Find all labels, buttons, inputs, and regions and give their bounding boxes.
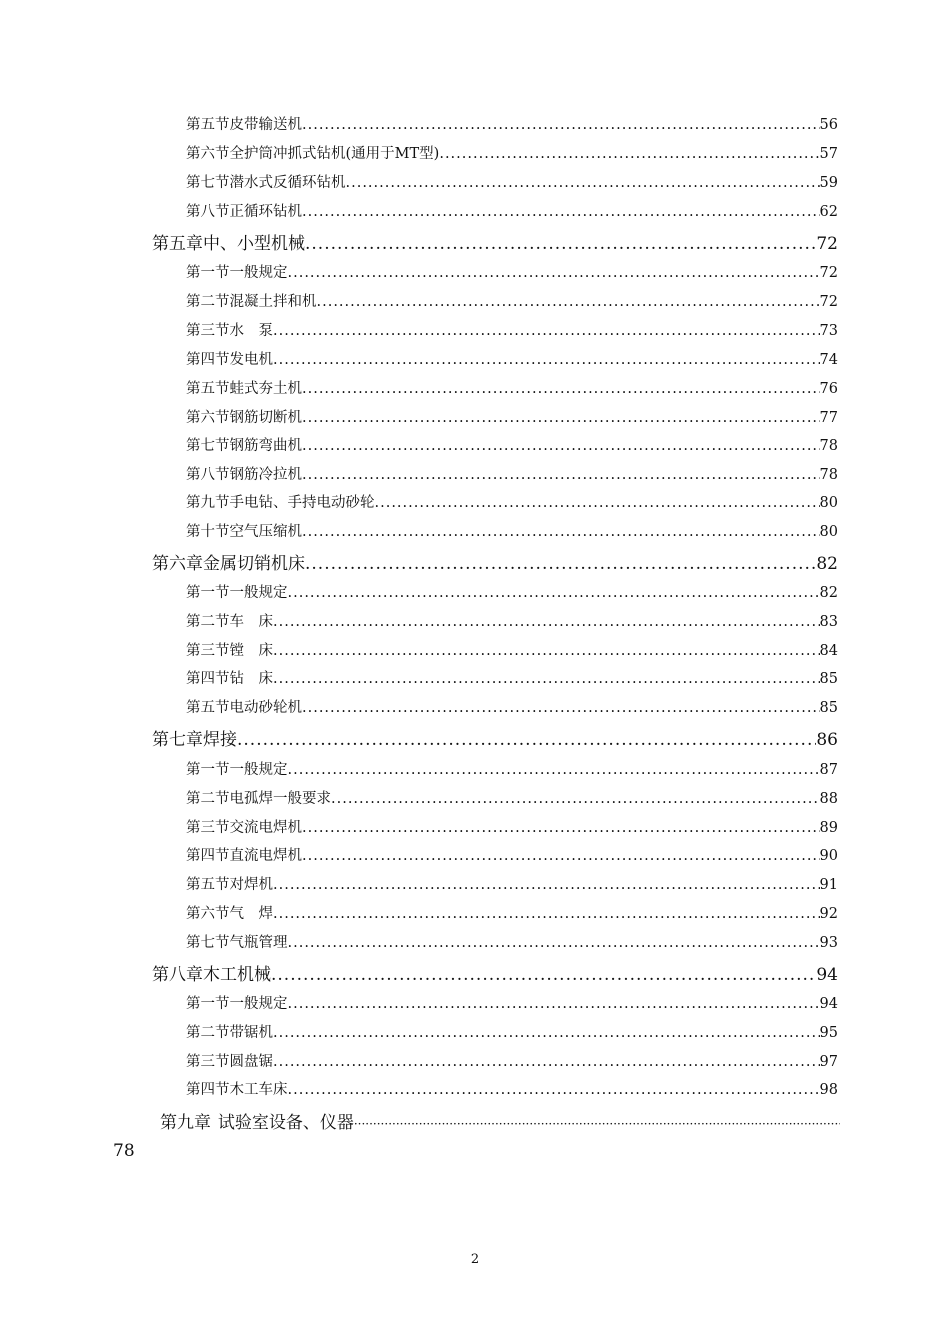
toc-entry-number: 第一节 — [186, 996, 230, 1012]
toc-entry-page: 56 — [819, 117, 838, 133]
toc-section-entry — [186, 816, 838, 838]
toc-leader-dots — [273, 1054, 820, 1070]
toc-leader-dots — [439, 146, 819, 162]
toc-leader-dots — [288, 996, 820, 1012]
toc-section-entry — [186, 520, 838, 542]
toc-section-entry — [186, 667, 838, 689]
toc-entry-title: 钢筋弯曲机 — [229, 438, 302, 454]
toc-entry-title: 电孤焊一般要求 — [229, 791, 331, 807]
toc-entry-page: 90 — [819, 848, 838, 864]
toc-section-entry — [186, 463, 838, 485]
toc-entry-number: 第三节 — [186, 643, 230, 659]
toc-entry-number: 第六节 — [186, 146, 230, 162]
toc-section-entry — [186, 931, 838, 953]
toc-leader-dots — [288, 935, 820, 951]
toc-entry-number: 第五节 — [186, 700, 230, 716]
toc-section-entry — [186, 1050, 838, 1072]
toc-entry-number: 第一节 — [186, 585, 230, 601]
toc-leader-dots — [302, 467, 820, 483]
toc-leader-dots — [346, 175, 820, 191]
toc-entry-number: 第一节 — [186, 762, 230, 778]
toc-entry-title: 气瓶管理 — [229, 935, 288, 951]
toc-section-entry — [186, 200, 838, 222]
toc-entry-number: 第十节 — [186, 524, 230, 540]
toc-entry-title: 焊接 — [203, 730, 237, 750]
toc-section-entry — [186, 142, 838, 164]
toc-section-entry — [186, 261, 838, 283]
toc-entry-page: 91 — [819, 877, 838, 893]
toc-entry-page: 84 — [819, 643, 838, 659]
toc-entry-title: 电动砂轮机 — [229, 700, 302, 716]
toc-entry-number: 第五节 — [186, 117, 230, 133]
toc-entry-page: 73 — [819, 323, 838, 339]
toc-entry-title: 水 泵 — [229, 323, 273, 339]
toc-entry-title: 钢筋冷拉机 — [229, 467, 302, 483]
toc-entry-page: 86 — [816, 730, 838, 750]
toc-entry-number: 第五节 — [186, 877, 230, 893]
toc-entry-number: 第七章 — [152, 730, 203, 750]
toc-entry-number: 第四节 — [186, 1082, 230, 1098]
toc-entry-page: 80 — [819, 495, 838, 511]
toc-entry-title: 一般规定 — [229, 585, 288, 601]
toc-entry-title: 镗 床 — [229, 643, 273, 659]
toc-section-entry — [186, 610, 838, 632]
toc-section-entry — [186, 873, 838, 895]
toc-entry-title: 带锯机 — [229, 1025, 273, 1041]
toc-leader-dots — [273, 906, 820, 922]
toc-entry-number: 第八节 — [186, 467, 230, 483]
toc-section-entry — [186, 348, 838, 370]
toc-entry-page: 83 — [819, 614, 838, 630]
toc-entry-number: 第一节 — [186, 265, 230, 281]
toc-entry-number: 第五章 — [152, 234, 203, 254]
toc-section-entry — [186, 787, 838, 809]
toc-entry-number: 第六章 — [152, 554, 203, 574]
toc-section-entry — [186, 902, 838, 924]
toc-entry-page: 93 — [819, 935, 838, 951]
toc-entry-title: 一般规定 — [229, 762, 288, 778]
toc-leader-dots — [288, 762, 820, 778]
toc-leader-dots — [302, 700, 820, 716]
toc-leader-dots — [305, 554, 816, 574]
toc-entry-page-wrapped: 78 — [113, 1141, 135, 1161]
toc-entry-number: 第九章 — [160, 1113, 211, 1133]
toc-entry-title: 皮带输送机 — [229, 117, 302, 133]
toc-section-entry — [186, 434, 838, 456]
toc-section-entry — [186, 639, 838, 661]
toc-entry-number: 第八节 — [186, 204, 230, 220]
toc-leader-dots — [317, 294, 820, 310]
toc-entry-number: 第六节 — [186, 906, 230, 922]
toc-entry-number: 第二节 — [186, 294, 230, 310]
toc-leader-dots — [302, 848, 820, 864]
toc-leader-dots — [273, 323, 820, 339]
toc-entry-number: 第四节 — [186, 848, 230, 864]
toc-entry-page: 85 — [819, 700, 838, 716]
toc-entry-title: 中、小型机械 — [203, 234, 305, 254]
toc-section-entry — [186, 696, 838, 718]
toc-leader-dots — [273, 643, 820, 659]
toc-entry-title: 木工机械 — [203, 965, 271, 985]
toc-entry-page: 97 — [819, 1054, 838, 1070]
toc-entry-page: 62 — [819, 204, 838, 220]
toc-entry-title: 发电机 — [229, 352, 273, 368]
toc-entry-page: 80 — [819, 524, 838, 540]
toc-entry-page: 94 — [819, 996, 838, 1012]
toc-entry-title: 对焊机 — [229, 877, 273, 893]
toc-leader-dots — [354, 1117, 840, 1131]
toc-entry-page: 89 — [819, 820, 838, 836]
toc-section-entry — [186, 992, 838, 1014]
toc-entry-number: 第二节 — [186, 614, 230, 630]
toc-leader-dots — [273, 671, 820, 687]
toc-entry-title: 试验室设备、仪器 — [217, 1113, 354, 1133]
toc-entry-title: 混凝土拌和机 — [229, 294, 317, 310]
toc-entry-number: 第三节 — [186, 1054, 230, 1070]
toc-entry-title: 蛙式夯土机 — [229, 381, 302, 397]
toc-entry-page: 87 — [819, 762, 838, 778]
toc-section-entry — [186, 1078, 838, 1100]
toc-leader-dots — [273, 877, 820, 893]
toc-entry-number: 第九节 — [186, 495, 230, 511]
toc-leader-dots — [302, 438, 820, 454]
toc-leader-dots — [288, 265, 820, 281]
toc-section-entry — [186, 406, 838, 428]
toc-section-entry — [186, 290, 838, 312]
toc-entry-title: 空气压缩机 — [229, 524, 302, 540]
toc-entry-page: 74 — [819, 352, 838, 368]
toc-leader-dots — [302, 117, 820, 133]
toc-leader-dots — [302, 524, 820, 540]
toc-entry-title: 一般规定 — [229, 265, 288, 281]
toc-section-entry — [186, 377, 838, 399]
toc-leader-dots — [302, 410, 820, 426]
toc-entry-title: 正循环钻机 — [229, 204, 302, 220]
toc-leader-dots — [305, 234, 816, 254]
toc-entry-number: 第四节 — [186, 671, 230, 687]
toc-entry-page: 72 — [816, 234, 838, 254]
toc-entry-page: 76 — [819, 381, 838, 397]
toc-leader-dots — [273, 614, 820, 630]
toc-entry-chapter-9 — [160, 1108, 840, 1133]
toc-entry-page: 95 — [819, 1025, 838, 1041]
toc-entry-page: 78 — [819, 467, 838, 483]
toc-entry-title: 气 焊 — [229, 906, 273, 922]
toc-chapter-entry — [152, 549, 838, 575]
toc-entry-number: 第四节 — [186, 352, 230, 368]
toc-entry-number: 第五节 — [186, 381, 230, 397]
toc-entry-page: 98 — [819, 1082, 838, 1098]
toc-entry-title: 钻 床 — [229, 671, 273, 687]
toc-entry-number: 第三节 — [186, 820, 230, 836]
toc-section-entry — [186, 758, 838, 780]
toc-section-entry — [186, 319, 838, 341]
toc-entry-page: 72 — [819, 265, 838, 281]
toc-section-entry — [186, 844, 838, 866]
toc-leader-dots — [273, 1025, 820, 1041]
toc-entry-title: 金属切销机床 — [203, 554, 305, 574]
toc-chapter-entry — [152, 229, 838, 255]
toc-section-entry — [186, 171, 838, 193]
toc-entry-title: 圆盘锯 — [229, 1054, 273, 1070]
toc-section-entry — [186, 491, 838, 513]
toc-entry-title: 一般规定 — [229, 996, 288, 1012]
toc-entry-page: 85 — [819, 671, 838, 687]
toc-entry-page: 59 — [819, 175, 838, 191]
toc-entry-number: 第六节 — [186, 410, 230, 426]
toc-entry-number: 第七节 — [186, 935, 230, 951]
toc-entry-page: 94 — [816, 965, 838, 985]
toc-leader-dots — [302, 381, 820, 397]
toc-entry-number: 第八章 — [152, 965, 203, 985]
toc-entry-number: 第二节 — [186, 1025, 230, 1041]
toc-entry-title: 全护筒冲抓式钻机(通用于MT型) — [229, 146, 440, 162]
toc-leader-dots — [271, 965, 816, 985]
toc-entry-title: 直流电焊机 — [229, 848, 302, 864]
toc-entry-title: 木工车床 — [229, 1082, 288, 1098]
toc-entry-title: 车 床 — [229, 614, 273, 630]
toc-section-entry — [186, 113, 838, 135]
toc-entry-page: 88 — [819, 791, 838, 807]
toc-entry-page: 82 — [816, 554, 838, 574]
toc-entry-page: 82 — [819, 585, 838, 601]
toc-entry-number: 第二节 — [186, 791, 230, 807]
toc-entry-number: 第七节 — [186, 438, 230, 454]
toc-leader-dots — [302, 204, 820, 220]
toc-leader-dots — [273, 352, 820, 368]
toc-entry-title: 潜水式反循环钻机 — [229, 175, 346, 191]
toc-entry-page: 78 — [819, 438, 838, 454]
toc-leader-dots — [288, 585, 820, 601]
toc-section-entry — [186, 1021, 838, 1043]
toc-entry-number: 第三节 — [186, 323, 230, 339]
toc-entry-page: 72 — [819, 294, 838, 310]
toc-leader-dots — [331, 791, 820, 807]
toc-entry-page: 92 — [819, 906, 838, 922]
toc-chapter-entry — [152, 725, 838, 751]
toc-leader-dots — [288, 1082, 820, 1098]
toc-chapter-entry — [152, 960, 838, 986]
page-number: 2 — [470, 1252, 480, 1267]
toc-leader-dots — [302, 820, 820, 836]
toc-entry-title: 钢筋切断机 — [229, 410, 302, 426]
toc-entry-number: 第七节 — [186, 175, 230, 191]
toc-entry-title: 交流电焊机 — [229, 820, 302, 836]
toc-entry-page: 77 — [819, 410, 838, 426]
toc-leader-dots — [237, 730, 816, 750]
toc-section-entry — [186, 581, 838, 603]
toc-entry-title: 手电钻、手持电动砂轮 — [229, 495, 375, 511]
toc-entry-page: 57 — [819, 146, 838, 162]
toc-leader-dots — [375, 495, 820, 511]
